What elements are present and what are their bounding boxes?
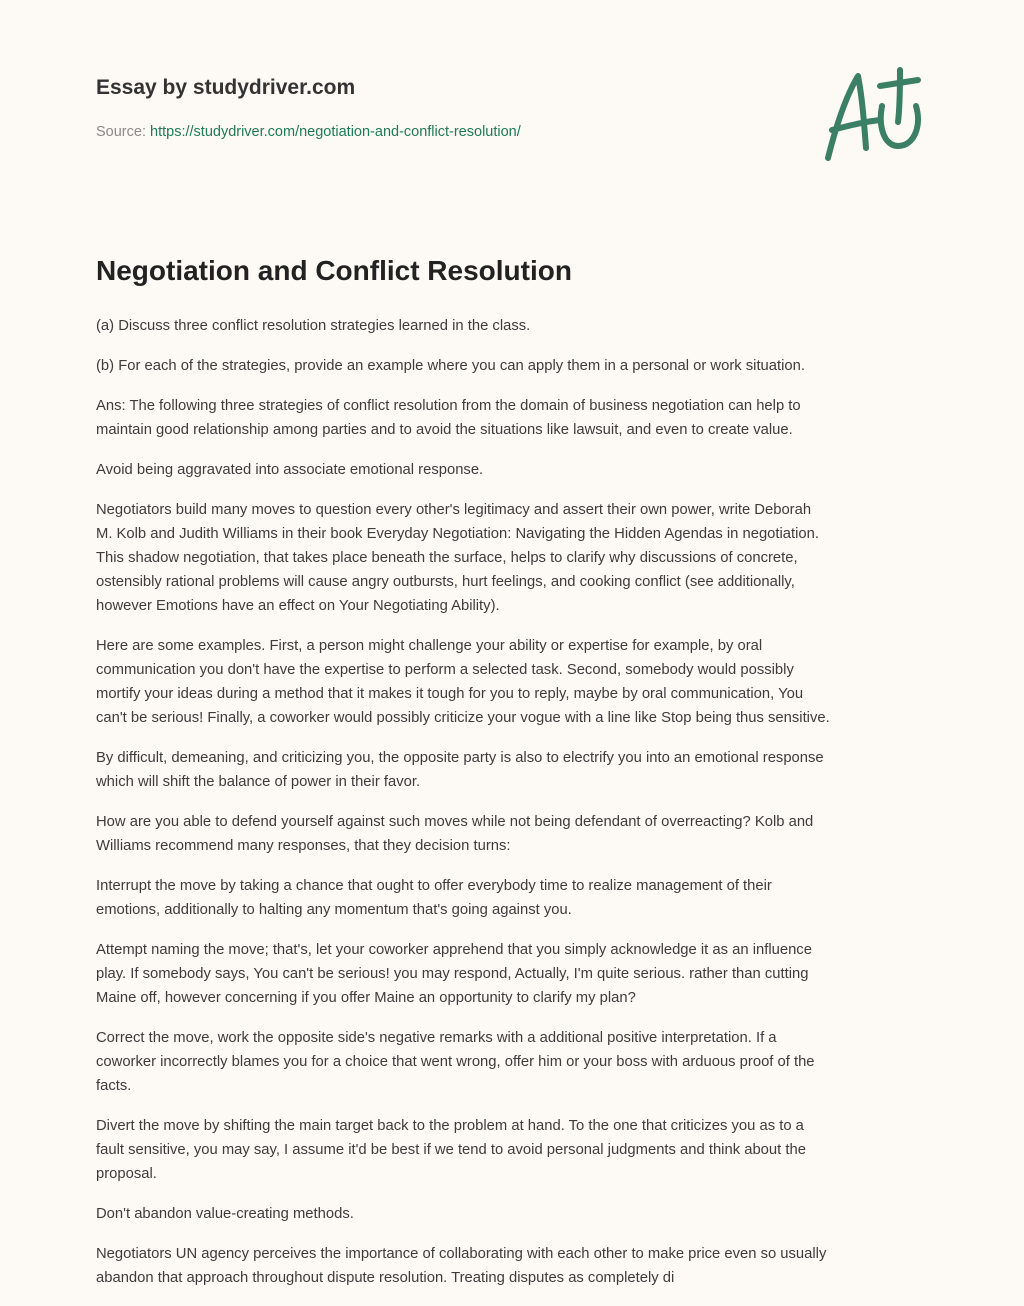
paragraph-line: By difficult, demeaning, and criticizing you, the opposite party is also to electrify you into an emotional response	[96, 750, 824, 766]
paragraph-line: M. Kolb and Judith Williams in their book Everyday Negotiation: Navigating the Hidden Agendas in negotiation.	[96, 526, 820, 542]
paragraph-line: mortify your ideas during a method that it makes it tough for you to reply, maybe by oral communication, You	[96, 686, 804, 702]
essay-paragraph	[96, 810, 936, 858]
paragraph-line: Maine off, however concerning if you offer Maine an opportunity to clarify my plan?	[96, 990, 636, 1006]
site-brand: Essay by studydriver.com	[96, 76, 356, 99]
essay-paragraph	[96, 1114, 936, 1186]
essay-paragraph	[96, 354, 936, 378]
essay-paragraph	[96, 746, 936, 794]
a-plus-logo-icon	[818, 66, 930, 166]
paragraph-line: facts.	[96, 1078, 132, 1094]
page-title: Negotiation and Conflict Resolution	[96, 255, 572, 286]
paragraph-line: Avoid being aggravated into associate emotional response.	[96, 462, 484, 478]
paragraph-line: which will shift the balance of power in their favor.	[96, 774, 421, 790]
source-line	[96, 124, 521, 140]
essay-paragraph	[96, 458, 936, 482]
paragraph-line: play. If somebody says, You can't be serious! you may respond, Actually, I'm quite serious. rather than cutting	[96, 966, 809, 982]
paragraph-line: Attempt naming the move; that's, let your coworker apprehend that you simply acknowledge it as an influence	[96, 942, 812, 958]
essay-paragraph	[96, 1026, 936, 1098]
essay-paragraph	[96, 1242, 936, 1290]
paragraph-line: Divert the move by shifting the main target back to the problem at hand. To the one that criticizes you as to a	[96, 1118, 804, 1134]
essay-paragraph	[96, 314, 936, 338]
paragraph-line: Negotiators UN agency perceives the importance of collaborating with each other to make price even so usually	[96, 1246, 827, 1262]
essay-body	[96, 314, 936, 1306]
source-link[interactable]: https://studydriver.com/negotiation-and-conflict-resolution/	[150, 124, 521, 140]
paragraph-line: Williams recommend many responses, that they decision turns:	[96, 838, 511, 854]
paragraph-line: fault sensitive, you may say, I assume it'd be best if we tend to avoid personal judgments and think about the	[96, 1142, 806, 1158]
paragraph-line: Don't abandon value-creating methods.	[96, 1206, 354, 1222]
essay-paragraph	[96, 1202, 936, 1226]
paragraph-line: Negotiators build many moves to question every other's legitimacy and assert their own power, write Deborah	[96, 502, 812, 518]
paragraph-line: (a) Discuss three conflict resolution strategies learned in the class.	[96, 318, 531, 334]
paragraph-line: This shadow negotiation, that takes place beneath the surface, helps to clarify why discussions of concrete,	[96, 550, 798, 566]
paragraph-line: coworker incorrectly blames you for a choice that went wrong, offer him or your boss with arduous proof of the	[96, 1054, 815, 1070]
paragraph-line: Interrupt the move by taking a chance that ought to offer everybody time to realize management of their	[96, 878, 772, 894]
paragraph-line: abandon that approach throughout dispute resolution. Treating disputes as completely di	[96, 1270, 675, 1286]
paragraph-line: Here are some examples. First, a person might challenge your ability or expertise for example, by oral	[96, 638, 763, 654]
essay-paragraph	[96, 874, 936, 922]
paragraph-line: proposal.	[96, 1166, 157, 1182]
paragraph-line: emotions, additionally to halting any momentum that's going against you.	[96, 902, 572, 918]
essay-paragraph	[96, 394, 936, 442]
paragraph-line: Ans: The following three strategies of conflict resolution from the domain of business negotiation can help to	[96, 398, 801, 414]
essay-paragraph	[96, 938, 936, 1010]
essay-paragraph	[96, 498, 936, 618]
paragraph-line: (b) For each of the strategies, provide an example where you can apply them in a personal or work situation.	[96, 358, 805, 374]
paragraph-line: ostensibly rational problems will cause angry outbursts, hurt feelings, and cooking conflict (see additionally,	[96, 574, 795, 590]
essay-paragraph	[96, 634, 936, 730]
paragraph-line: however Emotions have an effect on Your Negotiating Ability).	[96, 598, 500, 614]
paragraph-line: communication you don't have the expertise to perform a selected task. Second, somebody would possibly	[96, 662, 794, 678]
paragraph-line: maintain good relationship among parties and to avoid the situations like lawsuit, and even to create value.	[96, 422, 793, 438]
source-label: Source:	[96, 124, 146, 140]
paragraph-line: How are you able to defend yourself against such moves while not being defendant of overreacting? Kolb and	[96, 814, 814, 830]
paragraph-line: can't be serious! Finally, a coworker would possibly criticize your vogue with a line like Stop being thus sensitive.	[96, 710, 830, 726]
paragraph-line: Correct the move, work the opposite side's negative remarks with a additional positive interpretation. If a	[96, 1030, 777, 1046]
